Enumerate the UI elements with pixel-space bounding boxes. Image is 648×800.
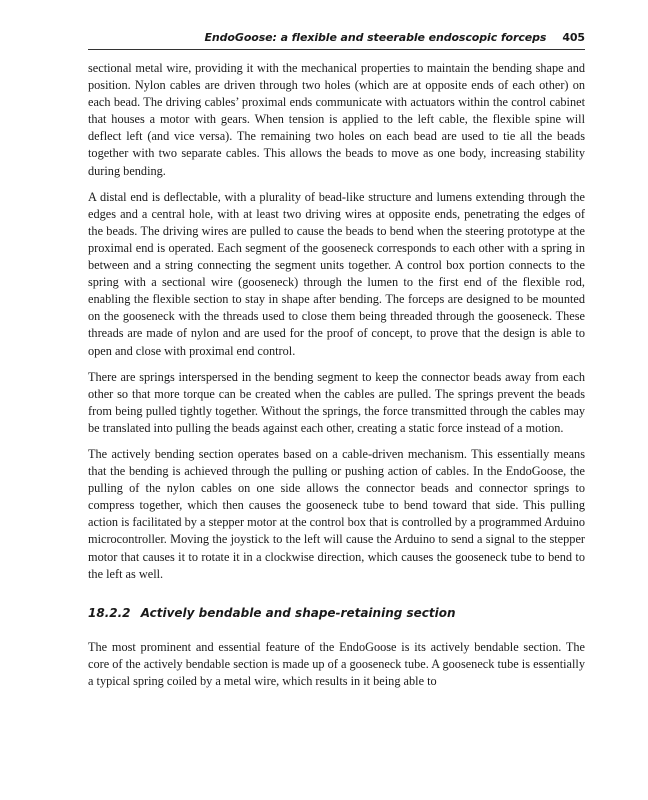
running-head-title: EndoGoose: a flexible and steerable endoscopic forceps [204, 31, 547, 44]
paragraph: sectional metal wire, providing it with the mechanical properties to maintain the bending shape and position. Nylon cables are driven through two holes (which are at opposite ends of each other) on each bead. The driving cables’ proximal ends communicate with actuators within the control cabinet that houses a motor with gears. When tension is applied to the left cable, the flexible spine will deflect left (and vice versa). The remaining two holes on each bead are used to tie all the beads together with two separate cables. This allows the beads to move as one body, increasing stability during bending. [88, 61, 585, 178]
paragraph: The actively bending section operates based on a cable-driven mechanism. This essentially means that the bending is achieved through the pulling or pushing action of cables. In the EndoGoose, the pulling of the nylon cables on one side allows the connector beads and connector springs to compress together, which then causes the gooseneck tube to bend toward that side. This pulling action is facilitated by a stepper motor at the control box that is controlled by a programmed Arduino microcontroller. Moving the joystick to the left will cause the Arduino to send a signal to the stepper motor that causes it to rotate it in a clockwise direction, which causes the gooseneck tube to bend to the left as well. [88, 446, 585, 581]
page-number: 405 [562, 31, 585, 44]
paragraph: The most prominent and essential feature of the EndoGoose is its actively bendable section. The core of the actively bendable section is made up of a gooseneck tube. A gooseneck tube is essentially a typical spring coiled by a metal wire, which results in it being able to [88, 639, 585, 688]
section-heading [88, 605, 585, 622]
section-number: 18.2.2 [88, 605, 131, 620]
running-head [88, 31, 585, 44]
paragraph: A distal end is deflectable, with a plurality of bead-like structure and lumens extending through the edges and a central hole, with at least two driving wires at opposite ends, penetrating the edges of the beads. The driving wires are pulled to cause the beads to bend when the steering prototype at the proximal end is operated. Each segment of the gooseneck corresponds to each other with a spring in between and a string connecting the segment units together. A control box portion connects to the spring with a sectional wire (gooseneck) through the lumen to the first end of the flexible rod, enabling the flexible section to stay in shape after bending. The forceps are designed to be mounted on the gooseneck with the threads used to close them being threaded through the gooseneck. These threads are made of nylon and are used for the proof of concept, to prove that the design is able to open and close with proximal end control. [88, 189, 585, 358]
header-rule [88, 49, 585, 50]
paragraph: There are springs interspersed in the bending segment to keep the connector beads away from each other so that more torque can be created when the cables are pulled. The springs prevent the beads from being pulled tightly together. Without the springs, the force transmitted through the cables may be translated into pulling the beads against each other, creating a static force instead of a motion. [88, 369, 585, 435]
section-title: Actively bendable and shape-retaining section [140, 605, 456, 620]
body-text [88, 60, 585, 699]
